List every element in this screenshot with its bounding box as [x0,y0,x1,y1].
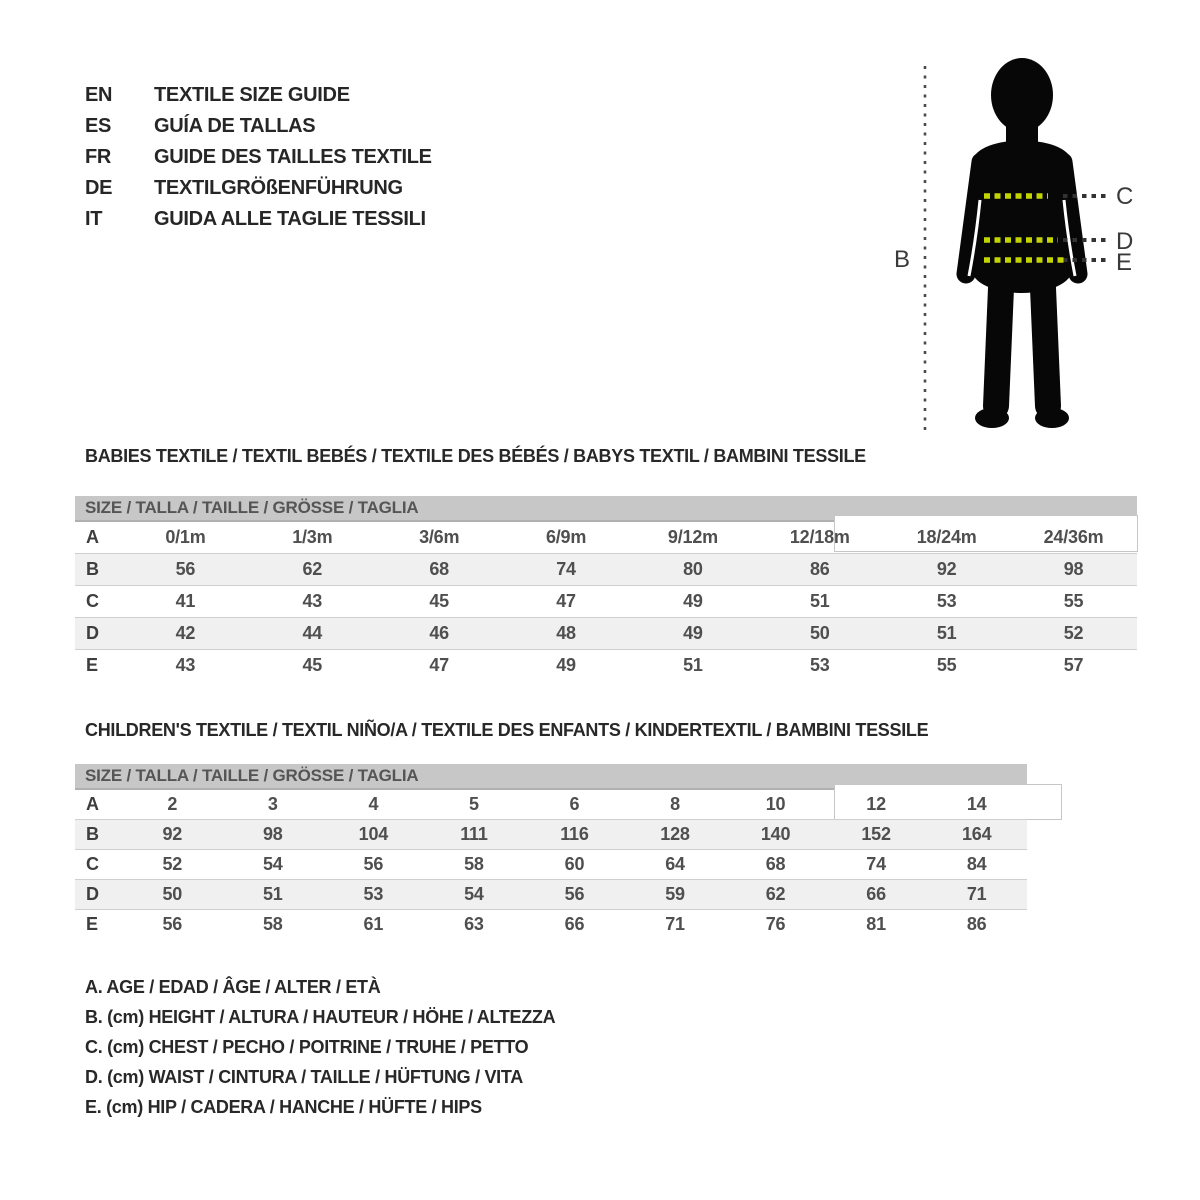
size-cell: 50 [810,623,830,643]
language-title-list [85,80,432,235]
size-cell: 56 [175,559,196,579]
size-cell: 24/36m [1043,527,1104,547]
language-code: ES [85,115,112,137]
label-hip: E [1116,249,1133,276]
legend-hip: E. (cm) HIP / CADERA / HANCHE / HÜFTE / HIPS [85,1096,482,1117]
size-cell: 98 [1063,559,1084,579]
silhouette-body [966,58,1078,428]
size-cell: 48 [556,623,576,643]
size-row-A [75,790,1027,820]
language-code: EN [85,84,113,106]
size-cell: 152 [861,824,891,844]
measurement-figure [880,50,1160,455]
size-cell: 64 [665,854,685,874]
size-cell: 50 [162,884,183,904]
size-cell: 56 [363,854,384,874]
row-label: C [86,591,99,611]
size-cell: 43 [302,591,323,611]
row-label: B [86,824,99,844]
babies-size-header-bar: SIZE / TALLA / TAILLE / GRÖSSE / TAGLIA [75,496,1137,522]
legend-height: B. (cm) HEIGHT / ALTURA / HAUTEUR / HÖHE / ALTEZZA [85,1006,556,1027]
size-cell: 6/9m [545,527,587,547]
size-cell: 49 [556,655,576,675]
size-cell: 62 [302,559,323,579]
size-cell: 98 [263,824,283,844]
size-cell: 51 [263,884,283,904]
size-cell: 41 [175,591,196,611]
size-cell: 14 [966,794,987,814]
size-cell: 55 [1063,591,1084,611]
size-cell: 81 [866,914,886,934]
size-cell: 6 [569,794,580,814]
size-cell: 45 [429,591,449,611]
size-row-C [75,586,1137,618]
size-cell: 57 [1063,655,1084,675]
size-cell: 61 [363,914,384,934]
size-cell: 18/24m [916,527,977,547]
size-cell: 5 [469,794,479,814]
size-cell: 74 [556,559,576,579]
size-cell: 4 [368,794,379,814]
size-cell: 52 [162,854,183,874]
size-cell: 76 [765,914,786,934]
size-cell: 68 [429,559,449,579]
size-cell: 80 [683,559,703,579]
size-cell: 56 [162,914,183,934]
label-waist: D [1116,228,1134,255]
size-cell: 10 [765,794,786,814]
size-cell: 56 [564,884,585,904]
children-size-header-bar: SIZE / TALLA / TAILLE / GRÖSSE / TAGLIA [75,764,1027,790]
legend-chest: C. (cm) CHEST / PECHO / POITRINE / TRUHE / PETTO [85,1036,529,1057]
size-row-A [75,522,1137,554]
size-cell: 53 [363,884,384,904]
legend-age: A. AGE / EDAD / ÂGE / ALTER / ETÀ [85,976,381,997]
size-cell: 86 [810,559,830,579]
size-cell: 128 [660,824,690,844]
size-cell: 66 [866,884,886,904]
size-cell: 52 [1063,623,1084,643]
language-code: IT [85,208,103,230]
size-cell: 47 [556,591,576,611]
size-cell: 51 [683,655,703,675]
row-label: A [86,794,99,814]
row-label: B [86,559,99,579]
size-cell: 104 [358,824,389,844]
label-chest: C [1116,183,1134,210]
size-cell: 9/12m [667,527,718,547]
label-height: B [894,246,911,273]
size-cell: 59 [665,884,685,904]
size-cell: 45 [302,655,323,675]
size-cell: 3 [267,794,278,814]
size-cell: 68 [765,854,786,874]
child-silhouette-icon [880,50,1160,455]
size-cell: 71 [665,914,685,934]
size-cell: 51 [936,623,957,643]
size-cell: 54 [263,854,283,874]
size-cell: 0/1m [165,527,206,547]
size-cell: 92 [162,824,183,844]
row-label: D [86,884,99,904]
row-label: E [86,655,98,675]
size-cell: 12/18m [789,527,850,547]
size-cell: 60 [564,854,585,874]
size-cell: 44 [302,623,323,643]
size-cell: 43 [175,655,196,675]
size-cell: 58 [464,854,484,874]
size-cell: 49 [683,623,703,643]
size-cell: 47 [429,655,449,675]
row-label: E [86,914,98,934]
size-cell: 63 [464,914,484,934]
language-row [85,142,432,173]
size-cell: 92 [936,559,957,579]
size-cell: 8 [670,794,680,814]
size-cell: 74 [866,854,886,874]
size-row-B [75,820,1027,850]
size-cell: 55 [936,655,957,675]
size-cell: 46 [429,623,449,643]
size-cell: 53 [936,591,957,611]
row-label: D [86,623,99,643]
row-label: A [86,527,99,547]
legend-waist: D. (cm) WAIST / CINTURA / TAILLE / HÜFTUNG / VITA [85,1066,523,1087]
size-cell: 58 [263,914,283,934]
size-cell: 71 [966,884,987,904]
size-cell: 62 [765,884,786,904]
size-row-E [75,650,1137,682]
size-cell: 3/6m [419,527,460,547]
size-row-C [75,850,1027,880]
language-row [85,173,432,204]
size-cell: 84 [966,854,987,874]
size-cell: 1/3m [292,527,333,547]
size-cell: 164 [961,824,992,844]
size-cell: 111 [460,824,488,844]
size-cell: 51 [810,591,830,611]
babies-size-table [75,496,1137,681]
size-cell: 42 [175,623,196,643]
size-cell: 86 [966,914,987,934]
language-row [85,111,432,142]
language-code: FR [85,146,112,168]
size-cell: 49 [683,591,703,611]
size-row-D [75,880,1027,910]
size-row-D [75,618,1137,650]
language-title: GUIDE DES TAILLES TEXTILE [154,146,432,168]
language-code: DE [85,177,113,199]
children-size-table [75,764,1027,939]
measurement-legend [85,972,555,1122]
babies-section-title: BABIES TEXTILE / TEXTIL BEBÉS / TEXTILE DES BÉBÉS / BABYS TEXTIL / BAMBINI TESSILE [85,446,866,466]
language-row [85,204,432,235]
size-row-E [75,910,1027,940]
row-label: C [86,854,99,874]
size-cell: 53 [810,655,830,675]
size-cell: 2 [167,794,178,814]
size-cell: 140 [760,824,791,844]
size-cell: 12 [866,794,886,814]
language-title: GUIDA ALLE TAGLIE TESSILI [154,208,426,230]
language-row [85,80,432,111]
size-cell: 54 [464,884,484,904]
children-section-title: CHILDREN'S TEXTILE / TEXTIL NIÑO/A / TEXTILE DES ENFANTS / KINDERTEXTIL / BAMBINI TESSILE [85,720,929,740]
language-title: TEXTILE SIZE GUIDE [154,84,350,106]
language-title: GUÍA DE TALLAS [154,115,316,137]
size-row-B [75,554,1137,586]
size-cell: 66 [564,914,585,934]
language-title: TEXTILGRÖßENFÜHRUNG [154,177,403,199]
size-cell: 116 [560,824,589,844]
